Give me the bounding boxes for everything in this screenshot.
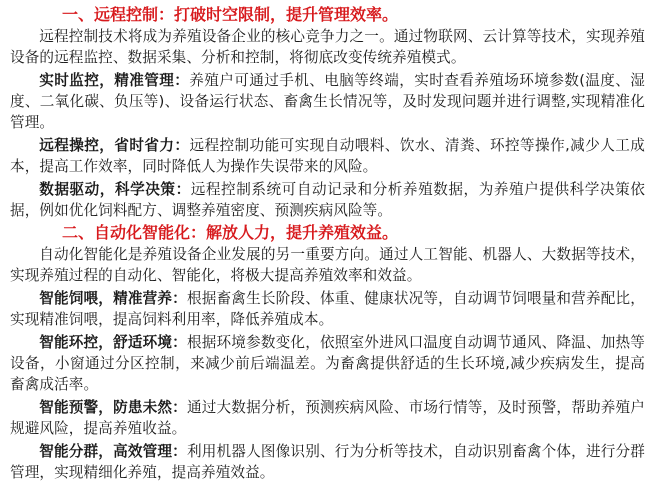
item-body: 根据畜禽生长阶段、体重、健康状况等，自动调节饲喂量和营养配比，实现精准饲喂，提高饲料利用率，降低养殖成本。: [10, 290, 645, 328]
section-2-item-smart-grouping: [10, 441, 645, 483]
section-2-heading: 二、自动化智能化：解放人力，提升养殖效益。: [62, 223, 399, 242]
item-body: 远程控制功能可实现自动喂料、饮水、清粪、环控等操作,减少人工成本，提高工作效率，同时降低人为操作失误带来的风险。: [10, 137, 645, 175]
section-2-item-smart-feeding: [10, 288, 645, 330]
item-lead: 远程操控，省时省力：: [39, 137, 190, 154]
item-body: 远程控制系统可自动记录和分析养殖数据，为养殖户提供科学决策依据，例如优化饲料配方、调整养殖密度、预测疾病风险等。: [10, 181, 645, 219]
section-2-item-smart-warning: [10, 397, 645, 439]
section-1-item-realtime-monitoring: [10, 70, 645, 133]
section-1-heading: 一、远程控制：打破时空限制，提升管理效率。: [62, 5, 399, 24]
item-body: 根据环境参数变化，依照室外进风口温度自动调节通风、降温、加热等设备，小窗通过分区控制，来减少前后端温差。为畜禽提供舒适的生长环境,减少疾病发生，提高畜禽成活率。: [10, 334, 645, 393]
section-1-intro: 远程控制技术将成为养殖设备企业的核心竞争力之一。通过物联网、云计算等技术，实现养殖设备的远程监控、数据采集、分析和控制，将彻底改变传统养殖模式。: [10, 28, 645, 66]
item-lead: 智能饲喂，精准营养：: [39, 290, 187, 307]
item-lead: 实时监控，精准管理：: [39, 72, 190, 89]
item-body: 养殖户可通过手机、电脑等终端，实时查看养殖场环境参数(温度、湿度、二氧化碳、负压等)、设备运行状态、畜禽生长情况等，及时发现问题并进行调整,实现精准化管理。: [10, 72, 645, 131]
item-lead: 智能环控，舒适环境：: [39, 334, 187, 351]
item-lead: 智能分群，高效管理：: [39, 443, 187, 460]
item-lead: 数据驱动，科学决策：: [39, 181, 191, 198]
section-2-item-smart-climate: [10, 332, 645, 395]
section-2-intro: 自动化智能化是养殖设备企业发展的另一重要方向。通过人工智能、机器人、大数据等技术，实现养殖过程的自动化、智能化，将极大提高养殖效率和效益。: [10, 246, 645, 284]
section-1-item-remote-operation: [10, 135, 645, 177]
item-lead: 智能预警，防患未然：: [39, 399, 187, 416]
item-body: 通过大数据分析，预测疾病风险、市场行情等，及时预警，帮助养殖户规避风险，提高养殖收益。: [10, 399, 645, 437]
item-body: 利用机器人图像识别、行为分析等技术，自动识别畜禽个体，进行分群管理，实现精细化养殖，提高养殖效益。: [10, 443, 645, 481]
section-1-item-data-driven: [10, 179, 645, 221]
